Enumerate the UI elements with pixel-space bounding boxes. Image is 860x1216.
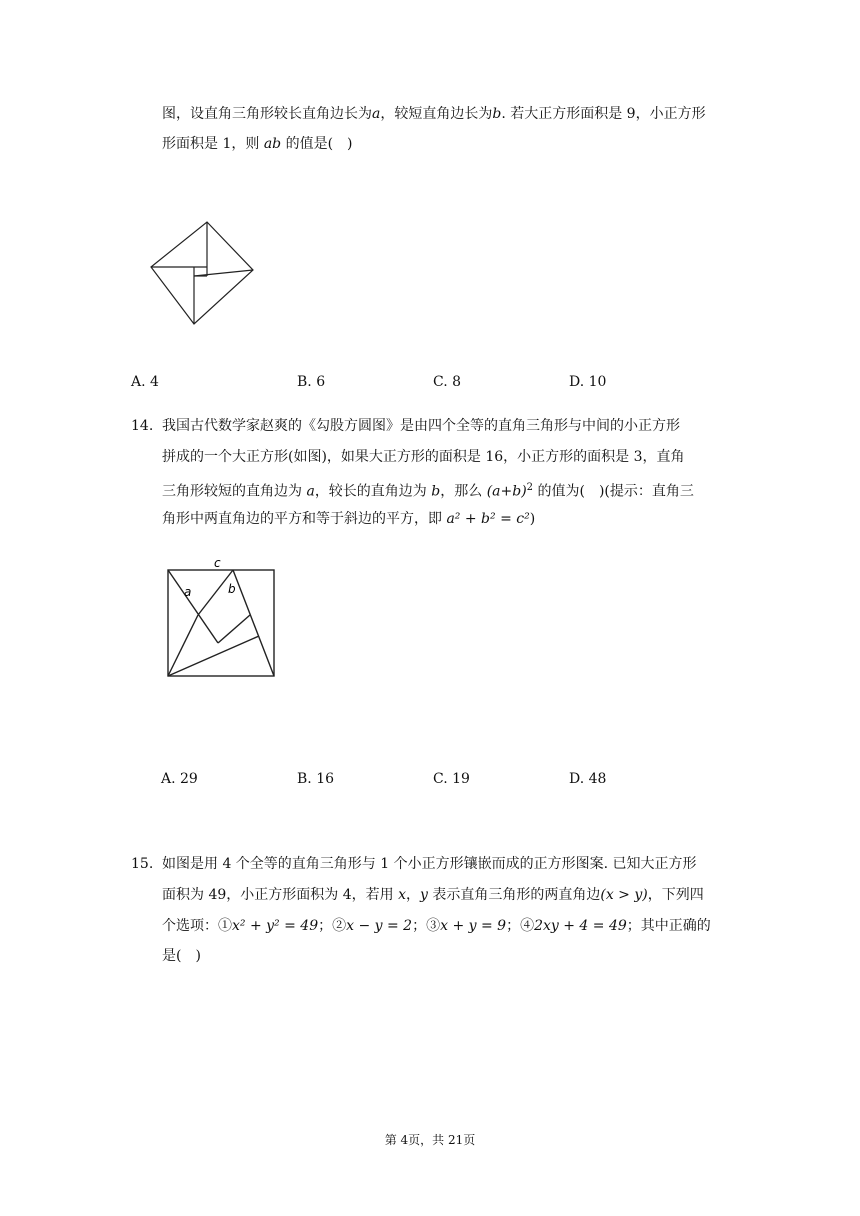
q14-label-c: c — [214, 556, 221, 570]
q15-choice-4: 2xy + 4 = 49 — [534, 918, 627, 934]
q13-option-c: C. 8 — [433, 374, 462, 390]
q13-inner-line — [194, 270, 253, 276]
q14-triangle-edge — [168, 636, 259, 676]
q14-option-b: B. 16 — [297, 771, 335, 787]
q15-number: 15. — [131, 856, 154, 872]
q15-text: ；其中正确的 — [626, 918, 711, 934]
q13-figure — [148, 220, 256, 326]
q14-text: 三角形较短的直角边为 — [162, 483, 307, 500]
q13-text: ，较短直角边长为 — [380, 106, 493, 122]
q14-triangle-edge — [233, 570, 274, 676]
q14-line-2: 拼成的一个大正方形(如图)，如果大正方形的面积是 16，小正方形的面积是 3，直角 — [162, 449, 685, 465]
q15-text: 个选项：① — [162, 918, 232, 934]
q14-option-d: D. 48 — [569, 771, 607, 787]
q15-line-4: 是( ) — [162, 948, 201, 964]
q14-line-4 — [162, 509, 535, 529]
q14-text: ) — [529, 511, 536, 527]
q14-text: ，较长的直角边为 — [314, 483, 432, 500]
var-y: y — [419, 887, 428, 903]
q14-option-a: A. 29 — [161, 771, 198, 787]
q13-line-2 — [162, 134, 353, 154]
q13-line-1 — [162, 104, 706, 124]
q13-text: 的值是( ) — [281, 136, 353, 152]
var-b: b — [492, 106, 502, 122]
q14-text: ，那么 — [440, 483, 487, 500]
q14-exponent: 2 — [526, 482, 534, 493]
q15-choice-2: x − y = 2 — [346, 918, 413, 934]
q13-text: 形面积是 1，则 — [162, 136, 264, 152]
q14-text: 的值为( )(提示：直角三 — [533, 483, 694, 500]
q15-choice-3: x + y = 9 — [440, 918, 507, 934]
q15-text: 面积为 49，小正方形面积为 4，若用 — [162, 887, 399, 903]
q15-line-1: 如图是用 4 个全等的直角三角形与 1 个小正方形镶嵌而成的正方形图案. 已知大正方形 — [162, 856, 697, 872]
page-footer: 第 4页，共 21页 — [384, 1133, 476, 1147]
q15-choice-1: x² + y² = 49 — [232, 918, 319, 934]
q13-text: . 若大正方形面积是 9，小正方形 — [501, 106, 706, 122]
var-x: x — [398, 887, 406, 903]
q14-triangle-edge — [218, 615, 250, 643]
q14-line-3 — [162, 478, 694, 502]
q14-expression: (a+b) — [486, 483, 527, 500]
var-b: b — [431, 483, 441, 500]
q13-option-b: B. 6 — [297, 374, 326, 390]
q14-triangle-edge — [168, 570, 218, 643]
q15-text: ；② — [318, 918, 347, 934]
q14-option-c: C. 19 — [433, 771, 470, 787]
var-a: a — [372, 106, 381, 122]
q15-line-3 — [162, 916, 711, 936]
q14-label-b: b — [228, 582, 236, 596]
q14-number: 14. — [131, 418, 154, 434]
q14-text: 角形中两直角边的平方和等于斜边的平方，即 — [162, 511, 447, 527]
var-a: a — [306, 483, 315, 500]
q15-text: 表示直角三角形的两直角边 — [427, 887, 601, 903]
pythagorean-formula: a² + b² = c² — [446, 511, 530, 527]
var-ab: ab — [263, 136, 282, 152]
q15-text: ；④ — [506, 918, 535, 934]
q13-text: 图，设直角三角形较长直角边长为 — [162, 106, 372, 122]
q15-text: ；③ — [412, 918, 441, 934]
q13-option-d: D. 10 — [569, 374, 607, 390]
q15-text: ，下列四 — [647, 887, 704, 903]
q13-option-a: A. 4 — [131, 374, 159, 390]
q14-line-1: 我国古代数学家赵爽的《勾股方圆图》是由四个全等的直角三角形与中间的小正方形 — [162, 418, 680, 434]
q14-triangle-edge — [168, 615, 198, 676]
q15-text: ， — [405, 887, 420, 903]
q14-label-a: a — [184, 585, 192, 599]
q13-outer-square — [151, 222, 253, 324]
q14-figure — [165, 556, 279, 680]
q15-condition: (x > y) — [600, 887, 648, 903]
q15-line-2 — [162, 885, 704, 905]
